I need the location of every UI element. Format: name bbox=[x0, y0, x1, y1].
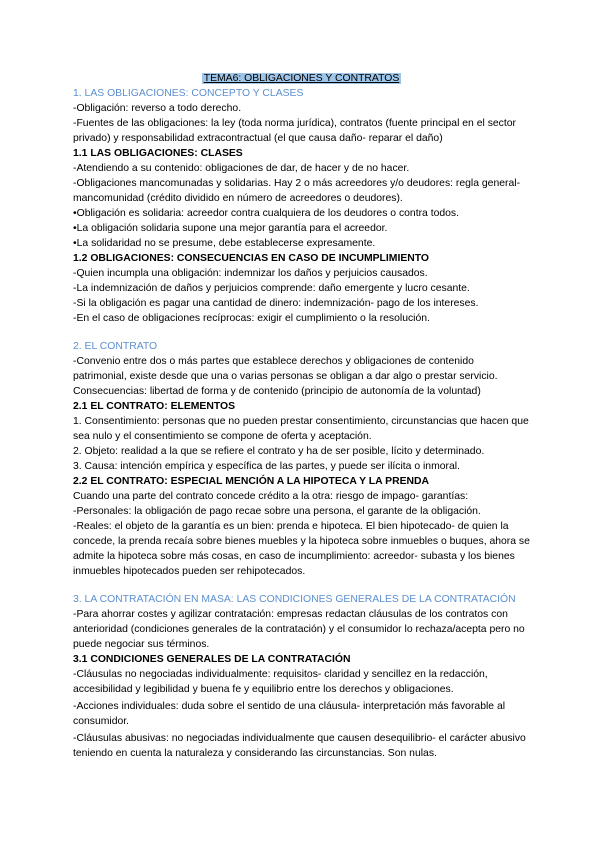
paragraph: -Reales: el objeto de la garantía es un bien: prenda e hipoteca. El bien hipotecado- de quien la concede, la prenda recaía sobre bienes muebles y la hipoteca sobre inmuebles o buques, ahora se admite la hipoteca sobre más cosas, en caso de incumplimiento: acreedor- subasta y los bienes inmuebles hipotecados pueden ser rehipotecados. bbox=[73, 521, 530, 577]
paragraph: -La indemnización de daños y perjuicios comprende: daño emergente y lucro cesante. bbox=[73, 283, 470, 294]
paragraph: -Si la obligación es pagar una cantidad de dinero: indemnización- pago de los intereses. bbox=[73, 298, 479, 309]
section-heading-1: 1. LAS OBLIGACIONES: CONCEPTO Y CLASES bbox=[73, 88, 304, 99]
bullet-item: •Obligación es solidaria: acreedor contra cualquiera de los deudores o contra todos. bbox=[73, 208, 460, 219]
subsection-heading-2-2: 2.2 EL CONTRATO: ESPECIAL MENCIÓN A LA HIPOTECA Y LA PRENDA bbox=[73, 476, 430, 487]
paragraph: Cuando una parte del contrato concede crédito a la otra: riesgo de impago- garantías: bbox=[73, 491, 469, 502]
paragraph: -Para ahorrar costes y agilizar contratación: empresas redactan cláusulas de los contratos con anterioridad (condiciones generales de la contratación) y el consumidor lo rechaza/acepta pero no puede negociar sus términos. bbox=[73, 609, 525, 650]
paragraph: -Atendiendo a su contenido: obligaciones de dar, de hacer y de no hacer. bbox=[73, 163, 410, 174]
paragraph: Consecuencias: libertad de forma y de contenido (principio de autonomía de la voluntad) bbox=[73, 386, 481, 397]
paragraph: -Obligaciones mancomunadas y solidarias. Hay 2 o más acreedores y/o deudores: regla general- mancomunidad (crédito dividido en número de acreedores o deudores). bbox=[73, 178, 521, 204]
paragraph: -Quien incumpla una obligación: indemnizar los daños y perjuicios causados. bbox=[73, 268, 428, 279]
paragraph: -En el caso de obligaciones recíprocas: exigir el cumplimiento o la resolución. bbox=[73, 313, 430, 324]
paragraph: -Obligación: reverso a todo derecho. bbox=[73, 103, 242, 114]
bullet-item: •La obligación solidaria supone una mejor garantía para el acreedor. bbox=[73, 223, 388, 234]
section-heading-2: 2. EL CONTRATO bbox=[73, 341, 158, 352]
paragraph: 2. Objeto: realidad a la que se refiere el contrato y ha de ser posible, lícito y determinado. bbox=[73, 446, 485, 457]
title-row bbox=[73, 71, 530, 86]
paragraph: -Personales: la obligación de pago recae sobre una persona, el garante de la obligación. bbox=[73, 506, 481, 517]
document-title: TEMA6: OBLIGACIONES Y CONTRATOS bbox=[203, 73, 400, 84]
spacer bbox=[73, 579, 530, 592]
bullet-item: •La solidaridad no se presume, debe establecerse expresamente. bbox=[73, 238, 376, 249]
paragraph: -Convenio entre dos o más partes que establece derechos y obligaciones de contenido patrimonial, existe desde que una o varias personas se obligan a dar algo o prestar servicio. bbox=[73, 356, 498, 382]
subsection-heading-1-2: 1.2 OBLIGACIONES: CONSECUENCIAS EN CASO DE INCUMPLIMIENTO bbox=[73, 253, 430, 264]
paragraph: 3. Causa: intención empírica y específica de las partes, y puede ser ilícita o inmoral. bbox=[73, 461, 460, 472]
subsection-heading-3-1: 3.1 CONDICIONES GENERALES DE LA CONTRATACIÓN bbox=[73, 654, 351, 665]
paragraph: 1. Consentimiento: personas que no pueden prestar consentimiento, circunstancias que hacen que sea nulo y el consentimiento se compone de oferta y aceptación. bbox=[73, 416, 529, 442]
subsection-heading-2-1: 2.1 EL CONTRATO: ELEMENTOS bbox=[73, 401, 236, 412]
paragraph: -Acciones individuales: duda sobre el sentido de una cláusula- interpretación más favorable al consumidor. bbox=[73, 701, 506, 727]
spacer bbox=[73, 326, 530, 339]
subsection-heading-1-1: 1.1 LAS OBLIGACIONES: CLASES bbox=[73, 148, 243, 159]
paragraph: -Cláusulas abusivas: no negociadas individualmente que causen desequilibrio- el carácter abusivo teniendo en cuenta la naturaleza y considerando las circunstancias. Son nulas. bbox=[73, 733, 526, 759]
section-heading-3: 3. LA CONTRATACIÓN EN MASA: LAS CONDICIONES GENERALES DE LA CONTRATACIÓN bbox=[73, 594, 516, 605]
paragraph: -Fuentes de las obligaciones: la ley (toda norma jurídica), contratos (fuente principal en el sector privado) y responsabilidad extracontractual (el que causa daño- reparar el daño) bbox=[73, 118, 516, 144]
paragraph: -Cláusulas no negociadas individualmente: requisitos- claridad y sencillez en la redacción, accesibilidad y legibilidad y buena fe y equilibrio entre los derechos y obligaciones. bbox=[73, 669, 488, 695]
